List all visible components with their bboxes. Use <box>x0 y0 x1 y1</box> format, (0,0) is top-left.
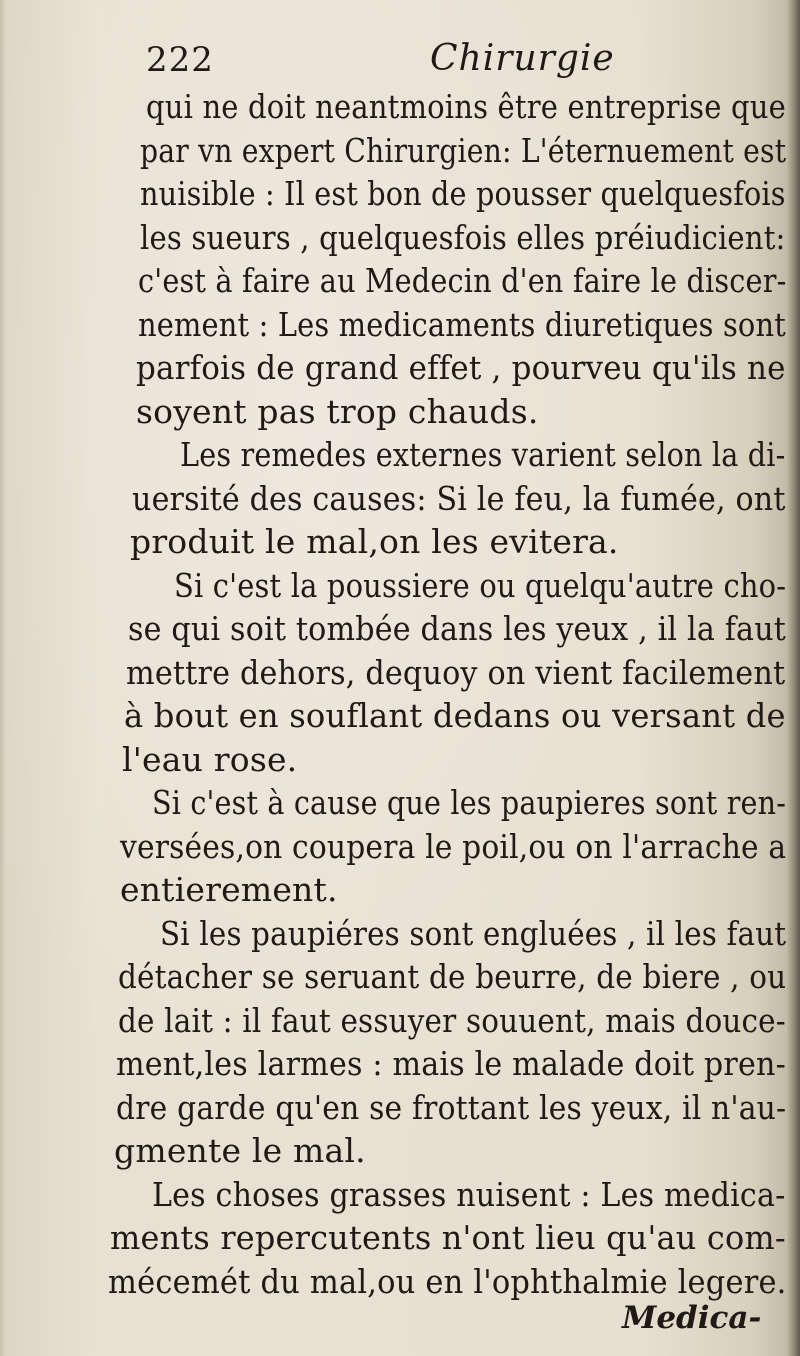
text-line: ment,les larmes : mais le malade doit pren- <box>116 1044 786 1083</box>
text-line: ments repercutents n'ont lieu qu'au com- <box>110 1218 786 1257</box>
text-line: dre garde qu'en se frottant les yeux, il n'au- <box>116 1087 787 1127</box>
text-line: nement : Les medicaments diuretiques sont <box>138 304 786 344</box>
text-line: détacher se seruant de beurre, de biere , ou <box>118 957 787 996</box>
text-line: parfois de grand effet , pourveu qu'ils ne <box>136 348 786 387</box>
text-line: Les remedes externes varient selon la di- <box>180 435 786 474</box>
page-number: 222 <box>146 40 214 80</box>
running-title: Chirurgie <box>430 38 615 79</box>
text-line: mettre dehors, dequoy on vient facilement <box>126 652 786 692</box>
text-line: produit le mal,on les evitera. <box>130 522 619 561</box>
text-line: par vn expert Chirurgien: L'éternuement est <box>140 130 787 170</box>
text-line: l'eau rose. <box>122 739 298 779</box>
text-line: Si c'est la poussiere ou quelqu'autre cho- <box>174 565 787 605</box>
text-line: nuisible : Il est bon de pousser quelquesfois <box>140 174 786 213</box>
text-line: uersité des causes: Si le feu, la fumée, ont <box>132 478 786 518</box>
text-line: Si c'est à cause que les paupieres sont ren- <box>152 783 787 822</box>
text-line: qui ne doit neantmoins être entreprise que <box>146 87 786 126</box>
text-line: versées,on coupera le poil,ou on l'arrache a <box>120 826 787 866</box>
text-line: Les choses grasses nuisent : Les medica- <box>152 1174 786 1214</box>
text-line: soyent pas trop chauds. <box>136 391 539 431</box>
text-line: de lait : il faut essuyer souuent, mais douce- <box>118 1000 786 1040</box>
text-line: Si les paupiéres sont engluées , il les faut <box>160 913 787 953</box>
text-line: c'est à faire au Medecin d'en faire le discer- <box>138 261 787 300</box>
text-line: à bout en souflant dedans ou versant de <box>124 696 786 735</box>
catchword: Medica- <box>622 1300 762 1336</box>
text-line: se qui soit tombée dans les yeux , il la faut <box>128 609 787 648</box>
text-line: gmente le mal. <box>114 1131 366 1170</box>
text-line: mécemét du mal,ou en l'ophthalmie legere. <box>108 1261 787 1301</box>
text-line: entierement. <box>120 870 338 909</box>
text-line: les sueurs , quelquesfois elles préiudicient: <box>140 217 786 257</box>
